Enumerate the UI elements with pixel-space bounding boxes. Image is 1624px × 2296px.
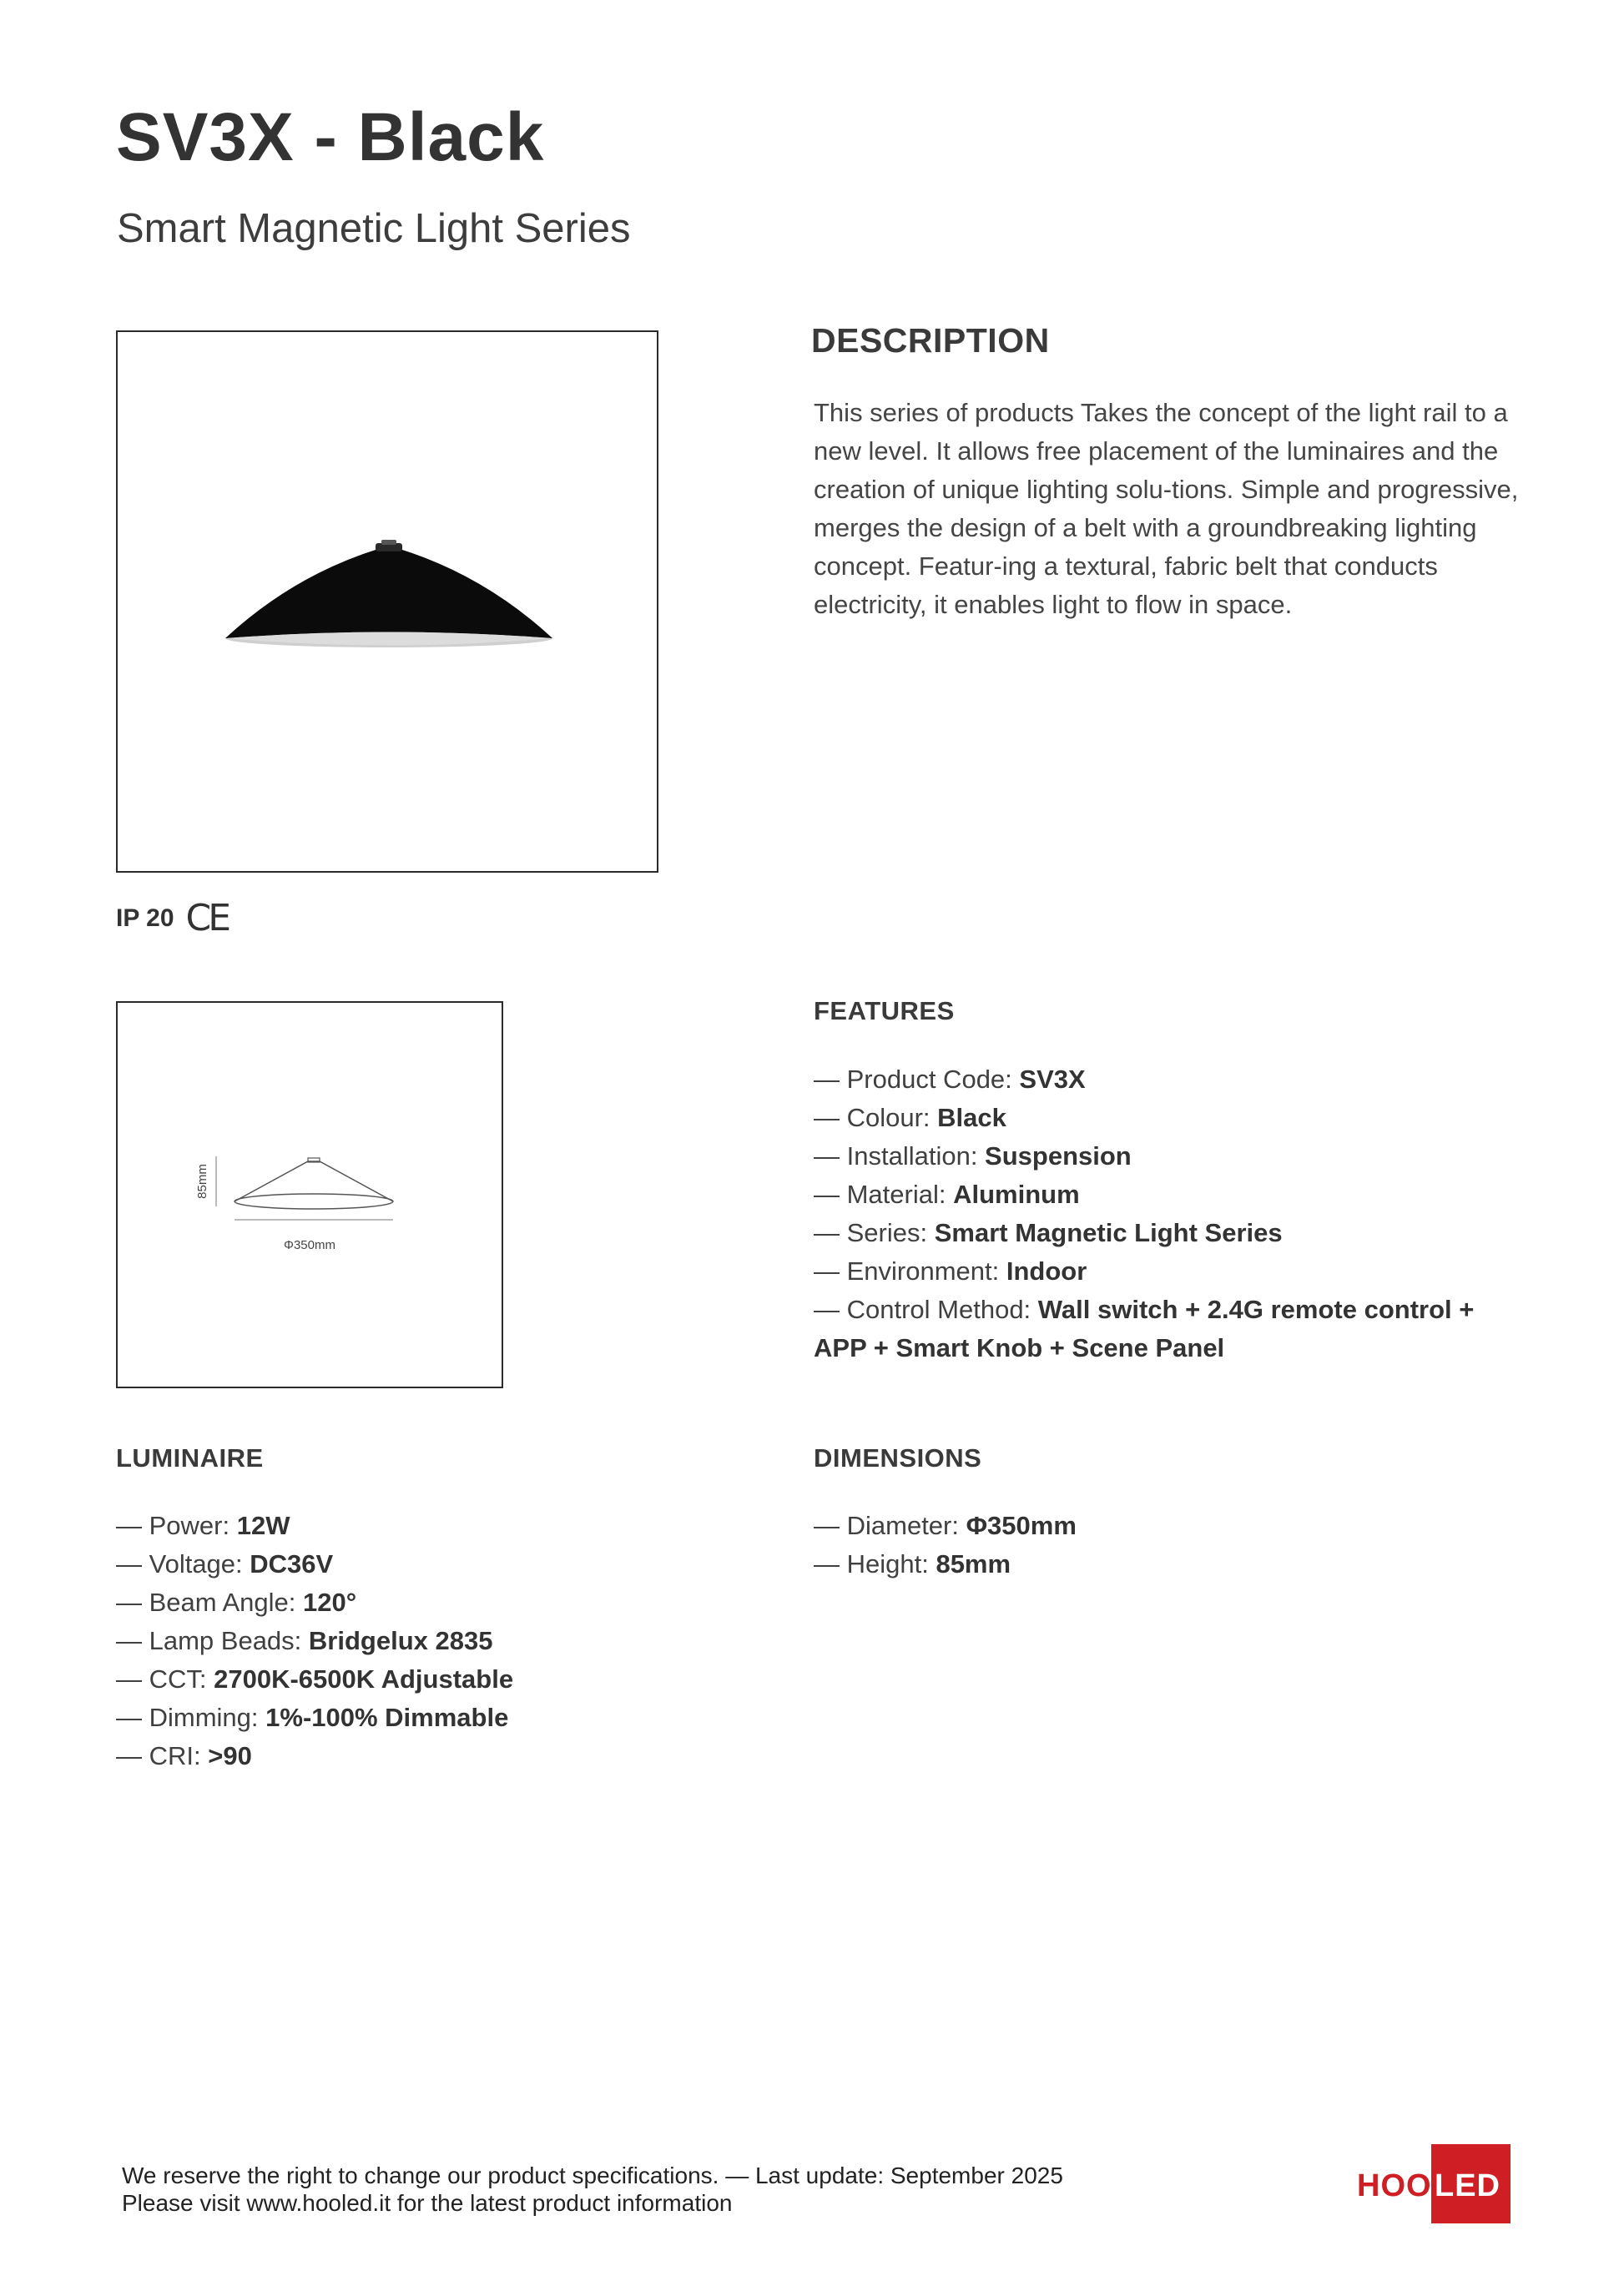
technical-drawing-frame <box>116 1001 503 1388</box>
footer-note <box>122 2162 1063 2217</box>
page-title: SV3X - Black <box>116 99 545 175</box>
diameter-dimension-label: Φ350mm <box>284 1238 335 1252</box>
footer-line: We reserve the right to change our product specifications. — Last update: September 2025 <box>122 2163 1063 2188</box>
list-item: — Installation: Suspension <box>814 1141 1132 1171</box>
dimension-drawing <box>118 1003 502 1387</box>
description-heading: DESCRIPTION <box>811 321 1050 360</box>
ce-mark-icon: CE <box>185 897 229 939</box>
list-item: — Diameter: Φ350mm <box>814 1511 1077 1540</box>
list-item: — CCT: 2700K-6500K Adjustable <box>116 1664 514 1694</box>
ip-rating: IP 20 <box>116 904 174 932</box>
description-text: This series of products Takes the concept of the light rail to a new level. It allows free placement of the luminaires and the creation of unique lighting solu-tions. Simple and progressive, merges the design of a belt with a groundbreaking lighting concept. Featur-ing a textural, fabric belt that conducts electricity, it enables light to flow in space. <box>814 398 1519 619</box>
footer-line: Please visit www.hooled.it for the latest product information <box>122 2190 733 2216</box>
list-item: — Dimming: 1%-100% Dimmable <box>116 1703 509 1732</box>
features-list <box>814 1060 1531 1367</box>
luminaire-heading: LUMINAIRE <box>116 1443 264 1473</box>
list-item: — CRI: >90 <box>116 1741 252 1770</box>
list-item: — Control Method: Wall switch + 2.4G remote control + APP + Smart Knob + Scene Panel <box>814 1295 1475 1362</box>
pendant-lamp-image <box>118 332 657 871</box>
hooled-logo <box>1352 2144 1511 2223</box>
list-item: — Voltage: DC36V <box>116 1549 334 1578</box>
list-item: — Lamp Beads: Bridgelux 2835 <box>116 1626 493 1655</box>
list-item: — Series: Smart Magnetic Light Series <box>814 1218 1283 1247</box>
list-item: — Environment: Indoor <box>814 1256 1087 1286</box>
list-item: — Beam Angle: 120° <box>116 1588 357 1617</box>
features-heading: FEATURES <box>814 996 955 1025</box>
page-subtitle: Smart Magnetic Light Series <box>117 206 631 251</box>
certifications <box>116 897 228 939</box>
list-item: — Colour: Black <box>814 1103 1006 1132</box>
height-dimension-label: 85mm <box>195 1164 209 1199</box>
list-item: — Product Code: SV3X <box>814 1065 1086 1094</box>
list-item: — Power: 12W <box>116 1511 290 1540</box>
dimensions-heading: DIMENSIONS <box>814 1443 982 1473</box>
luminaire-list <box>116 1507 767 1775</box>
product-image-frame <box>116 330 658 873</box>
svg-text:LED: LED <box>1435 2168 1500 2203</box>
dimensions-list <box>814 1507 1481 1584</box>
list-item: — Height: 85mm <box>814 1549 1011 1578</box>
svg-text:HOO: HOO <box>1357 2168 1432 2203</box>
list-item: — Material: Aluminum <box>814 1180 1080 1209</box>
